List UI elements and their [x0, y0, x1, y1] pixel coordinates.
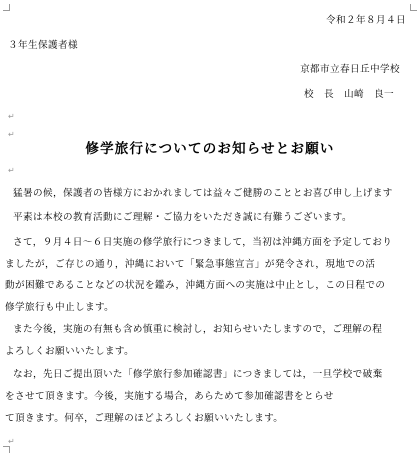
body-line: 平素は本校の教育活動にご理解・ご協力をいただき誠に有難うございます。	[13, 212, 353, 223]
body-line: 猛暑の候，保護者の皆様方におかれましては益々ご健勝のこととお喜び申し上げます	[13, 188, 393, 199]
body-line: さて，９月４日～６日実施の修学旅行につきまして，当初は沖縄方面を予定しており	[13, 237, 393, 248]
body-line: よろしくお願いいたします。	[5, 346, 135, 357]
body-line: をさせて頂きます。今後，実施する場合，あらためて参加確認書をとらせ	[5, 391, 334, 402]
margin-corner-mark	[3, 446, 10, 453]
school-name: 京都市立春日丘中学校	[300, 64, 400, 75]
body-line: また今後，実施の有無も含め慎重に検討し，お知らせいたしますので，ご理解の程	[13, 324, 383, 335]
body-line: 動が困難であることなどの状況を鑑み，沖縄方面への実施は中止とし，この日程での	[5, 280, 386, 291]
letter-date: 令和２年８月４日	[326, 15, 406, 26]
body-line: ましたが，ご存じの通り，沖縄において「緊急事態宣言」が発令され，現地での活	[5, 259, 376, 270]
paragraph-mark: ↵	[8, 112, 15, 121]
paragraph-mark: ↵	[8, 130, 15, 139]
paragraph-mark: ↵	[8, 437, 15, 446]
body-line: なお，先日ご提出頂いた「修学旅行参加確認書」につきましては，一旦学校で破棄	[13, 369, 383, 380]
principal-name: 校 長 山崎 良一	[304, 89, 394, 100]
body-line: 修学旅行も中止します。	[5, 302, 115, 313]
margin-corner-mark	[410, 4, 417, 11]
paragraph-mark: ↵	[8, 166, 15, 175]
body-line: て頂きます。何卒，ご理解のほどよろしくお願いいたします。	[5, 413, 284, 424]
margin-corner-mark	[3, 4, 10, 11]
letter-recipient: ３年生保護者様	[8, 40, 78, 51]
document-title: 修学旅行についてのお知らせとお願い	[85, 141, 335, 157]
